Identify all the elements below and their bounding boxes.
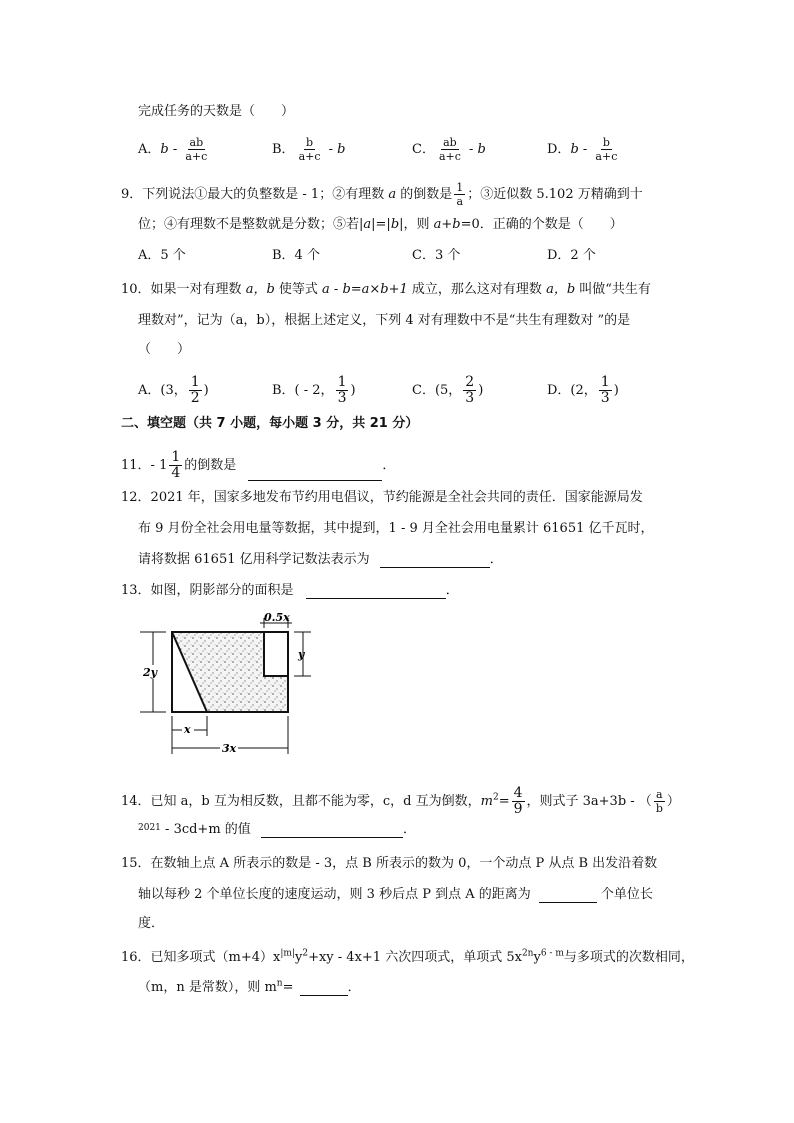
exponent: 2n — [521, 948, 534, 959]
label-2y: 2y — [143, 666, 158, 679]
text: 11．- 1 — [121, 458, 168, 473]
fraction — [512, 786, 525, 817]
q8-tail: 完成任务的天数是（ ） — [138, 104, 295, 119]
notch — [264, 632, 288, 676]
fraction-denominator: a+c — [185, 150, 208, 163]
text: ． — [382, 458, 396, 473]
answer-blank[interactable] — [300, 981, 348, 996]
exponent: |m| — [280, 948, 295, 959]
answer-blank[interactable] — [380, 553, 490, 568]
q9-option-b: B．4 个 — [272, 248, 320, 263]
fraction-denominator: 2 — [190, 390, 200, 406]
fraction-numerator: 1 — [337, 374, 347, 390]
q10-line-2: 理数对”，记为（a，b），根据上述定义，下列 4 对有理数中不是“共生有理数对 ”的是 — [138, 313, 631, 328]
q8-option-d — [547, 136, 621, 163]
fraction-numerator: b — [306, 136, 314, 149]
text: +xy - 4x+1 六次四项式，单项式 5x — [308, 950, 522, 965]
answer-blank[interactable] — [261, 823, 403, 838]
fraction-numerator: ab — [443, 136, 457, 149]
q10-option-a — [138, 375, 209, 406]
text: 13．如图，阴影部分的面积是 — [121, 583, 294, 598]
fraction-numerator: 1 — [600, 374, 610, 390]
fraction — [169, 450, 182, 481]
text: |，则 — [399, 217, 434, 232]
fraction-numerator: b — [602, 136, 610, 149]
exponent: 2 — [302, 948, 309, 959]
text: = — [498, 794, 510, 809]
q16-line-2 — [138, 980, 361, 996]
option-label: C．(5， — [412, 383, 462, 398]
option-label: A． — [138, 142, 161, 157]
q9-line-2 — [138, 217, 623, 233]
fraction-denominator: a — [456, 195, 464, 208]
text: ． — [489, 552, 503, 567]
text: ． — [402, 822, 416, 837]
text: 与多项式的次数相同， — [563, 950, 694, 965]
text: 16．已知多项式（m+4）x — [121, 950, 281, 965]
fraction — [189, 375, 202, 406]
text: |=| — [371, 217, 391, 232]
q12-line-3 — [138, 552, 503, 568]
option-label: C． — [412, 142, 435, 157]
fraction-denominator: b — [655, 802, 663, 815]
option-expr: b - — [570, 142, 592, 157]
fraction-numerator: a — [656, 788, 663, 801]
fraction — [599, 375, 612, 406]
section-heading: 二、填空题（共 7 小题，每小题 3 分，共 21 分） — [121, 416, 419, 431]
fraction-numerator: 1 — [171, 449, 181, 465]
variable: m — [480, 794, 493, 809]
option-close: ) — [350, 383, 356, 398]
label-y: y — [298, 648, 305, 661]
text: y — [533, 950, 541, 965]
fraction-denominator: a+c — [438, 150, 461, 163]
text: 的倒数是 — [184, 458, 237, 473]
fraction — [463, 375, 476, 406]
text: ． — [347, 980, 361, 995]
q9-option-c: C．3 个 — [412, 248, 461, 263]
q12-line-1: 12．2021 年，国家多地发布节约用电倡议，节约能源是全社会共同的责任．国家能源局发 — [121, 490, 643, 505]
fraction-denominator: 3 — [465, 390, 475, 406]
option-close: ) — [613, 383, 619, 398]
fraction — [183, 136, 209, 163]
fraction-denominator: 3 — [337, 390, 347, 406]
text: 个单位长 — [600, 887, 653, 902]
q10-line-3: （ ） — [138, 342, 191, 357]
label-3x: 3x — [222, 742, 237, 755]
variable: a — [363, 217, 372, 232]
text: 的倒数是 — [396, 187, 453, 202]
q9-line-1 — [121, 181, 643, 208]
q14-line-2 — [138, 820, 416, 838]
q10-option-c — [412, 375, 483, 406]
exponent: n — [276, 978, 283, 989]
label-0-5x: 0.5x — [264, 612, 290, 624]
option-close: ) — [478, 383, 484, 398]
q8-option-a — [138, 136, 211, 163]
fraction-numerator: 1 — [190, 374, 200, 390]
text: = — [282, 980, 294, 995]
text: - 3cd+m 的值 — [160, 822, 251, 837]
fraction-denominator: 9 — [513, 801, 523, 817]
label-x: x — [184, 723, 191, 736]
fraction-denominator: a+c — [298, 150, 321, 163]
answer-blank[interactable] — [539, 888, 597, 903]
option-expr: - b — [324, 142, 346, 157]
variable: b — [390, 217, 400, 232]
equation: a - b=a×b+1 — [322, 282, 408, 297]
fraction-denominator: a+c — [595, 150, 618, 163]
exponent: 6 - m — [540, 948, 564, 959]
option-expr: b - — [160, 142, 182, 157]
fraction-denominator: 3 — [600, 390, 610, 406]
fraction-denominator: 4 — [171, 465, 181, 481]
text: 叫做“共生有 — [575, 282, 651, 297]
q12-line-2: 布 9 月份全社会用电量等数据，其中提到，1 - 9 月全社会用电量累计 61651 亿千瓦时， — [138, 521, 654, 536]
text: ） — [666, 794, 680, 809]
q10-option-b — [272, 375, 356, 406]
text: ，则式子 3a+3b - （ — [526, 794, 652, 809]
variable: a+b — [433, 217, 461, 232]
answer-blank[interactable] — [306, 584, 446, 599]
fraction — [593, 136, 619, 163]
fraction-numerator: 2 — [465, 374, 475, 390]
q8-option-b — [272, 136, 345, 163]
exponent: 2021 — [138, 823, 161, 833]
fraction-numerator: 1 — [456, 181, 464, 194]
text: 请将数据 61651 亿用科学记数法表示为 — [138, 552, 370, 567]
text: ． — [445, 583, 459, 598]
text: 14．已知 a，b 互为相反数，且都不能为零，c，d 互为倒数， — [121, 794, 481, 809]
text: 成立，那么这对有理数 — [407, 282, 547, 297]
fraction — [336, 375, 349, 406]
q14-line-1 — [121, 786, 680, 817]
exponent: 2 — [492, 792, 499, 803]
q10-option-d — [547, 375, 619, 406]
q10-line-1 — [121, 282, 651, 298]
option-label: B． — [272, 142, 295, 157]
fraction — [654, 788, 665, 815]
fraction — [454, 181, 465, 208]
fraction — [437, 136, 463, 163]
text: y — [294, 950, 303, 965]
q13 — [121, 583, 459, 599]
text: （m，n 是常数），则 m — [138, 980, 277, 995]
text: 位；④有理数不是整数就是分数；⑤若| — [138, 217, 364, 232]
option-label: D． — [547, 142, 571, 157]
q16-line-1 — [121, 950, 694, 966]
q9-option-d: D．2 个 — [547, 248, 596, 263]
variable: a — [388, 187, 397, 202]
fraction — [297, 136, 323, 163]
variable: a，b — [245, 282, 275, 297]
fraction-numerator: 4 — [513, 785, 523, 801]
option-label: B．( - 2， — [272, 383, 334, 398]
q8-option-c — [412, 136, 486, 163]
q11 — [121, 450, 395, 481]
fraction-numerator: ab — [189, 136, 204, 149]
option-close: ) — [203, 383, 209, 398]
q15-line-1: 15．在数轴上点 A 所表示的数是 - 3，点 B 所表示的数为 0，一个动点 P 从点 B 出发沿着数 — [121, 856, 658, 871]
text: ；③近似数 5.102 万精确到十 — [467, 187, 643, 202]
option-expr: - b — [464, 142, 486, 157]
q15-line-2 — [138, 887, 653, 903]
text: 轴以每秒 2 个单位长度的速度运动，则 3 秒后点 P 到点 A 的距离为 — [138, 887, 531, 902]
text: 10．如果一对有理数 — [121, 282, 246, 297]
text: =0．正确的个数是（ ） — [460, 217, 623, 232]
option-label: A．(3， — [138, 383, 187, 398]
answer-blank[interactable] — [248, 466, 382, 481]
text: 9．下列说法①最大的负整数是 - 1；②有理数 — [121, 187, 389, 202]
shaded-area-figure — [136, 612, 311, 760]
option-label: D．(2， — [547, 383, 597, 398]
text: 使等式 — [274, 282, 323, 297]
q15-line-3: 度． — [138, 916, 165, 931]
variable: a，b — [546, 282, 576, 297]
q9-option-a: A．5 个 — [138, 248, 186, 263]
